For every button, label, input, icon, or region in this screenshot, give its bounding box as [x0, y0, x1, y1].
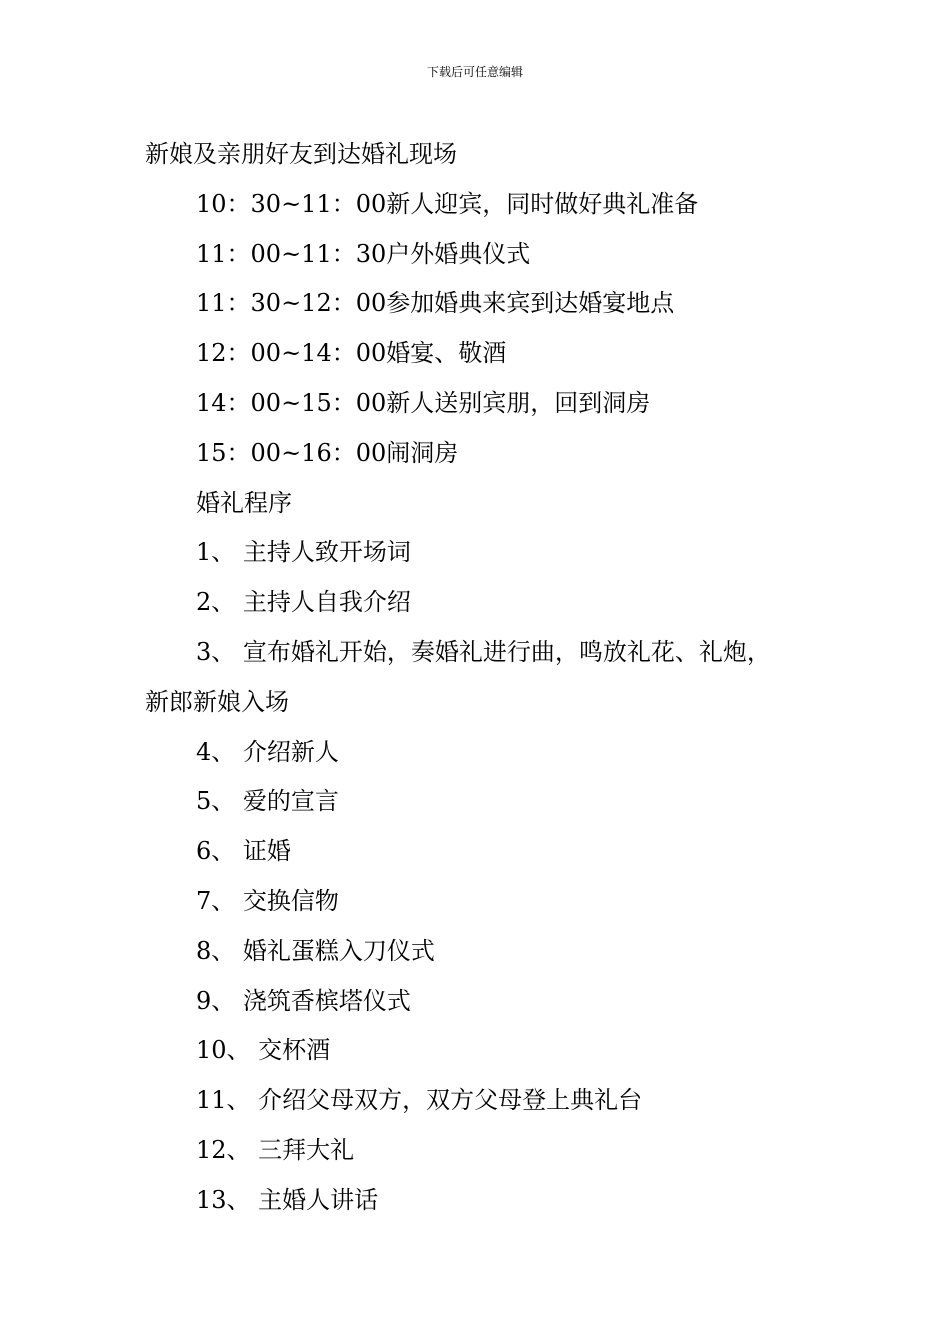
program-item: 13、 主婚人讲话	[196, 1185, 379, 1214]
program-item: 1、 主持人致开场词	[196, 538, 411, 567]
program-item-continuation: 新郎新娘入场	[145, 687, 289, 716]
program-item: 9、 浇筑香槟塔仪式	[196, 986, 411, 1015]
schedule-item: 10：30~11：00新人迎宾，同时做好典礼准备	[196, 189, 699, 218]
program-item: 5、 爱的宣言	[196, 787, 339, 816]
schedule-item: 12：00~14：00婚宴、敬酒	[196, 339, 507, 368]
program-item: 4、 介绍新人	[196, 737, 339, 766]
program-item: 3、 宣布婚礼开始，奏婚礼进行曲，鸣放礼花、礼炮，	[196, 637, 771, 666]
program-item: 11、 介绍父母双方，双方父母登上典礼台	[196, 1086, 643, 1115]
program-item: 2、 主持人自我介绍	[196, 588, 411, 617]
section-heading: 婚礼程序	[196, 488, 292, 517]
schedule-item: 14：00~15：00新人送别宾朋，回到洞房	[196, 388, 651, 417]
program-item: 7、 交换信物	[196, 886, 339, 915]
schedule-item: 11：00~11：30户外婚典仪式	[196, 239, 531, 268]
page-header-note: 下载后可任意编辑	[426, 65, 523, 79]
document-body	[145, 130, 845, 1226]
schedule-item: 11：30~12：00参加婚典来宾到达婚宴地点	[196, 289, 675, 318]
program-item: 8、 婚礼蛋糕入刀仪式	[196, 936, 435, 965]
program-item: 6、 证婚	[196, 837, 291, 866]
program-item: 10、 交杯酒	[196, 1036, 331, 1065]
text-line-arrival: 新娘及亲朋好友到达婚礼现场	[145, 140, 457, 168]
program-item: 12、 三拜大礼	[196, 1135, 355, 1164]
schedule-item: 15：00~16：00闹洞房	[196, 438, 459, 467]
